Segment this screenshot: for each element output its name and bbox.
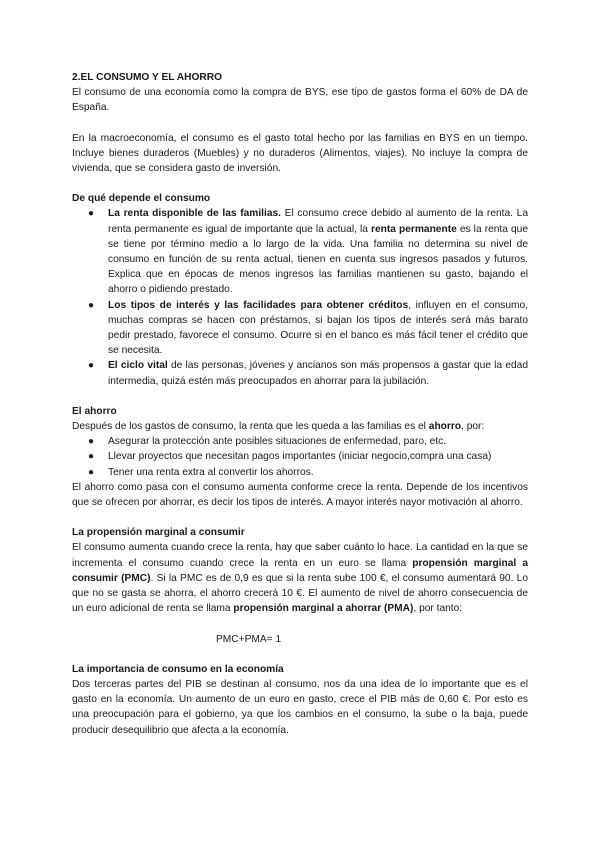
list-item bbox=[88, 465, 528, 480]
importancia-paragraph: Dos terceras partes del PIB se destinan al consumo, nos da una idea de lo importante que es el gasto en la economía. Un aumento de un euro en gasto, crece el PIB más de 0,60 €. Por esto es una preocupación para el gobierno, ya que los cambios en el consumo, la sube o la baja, puede producir desequilibrio que afecta a la economía. bbox=[72, 678, 528, 736]
macro-paragraph: En la macroeconomía, el consumo es el gasto total hecho por las familias en BYS en un tiempo. Incluye bienes duraderos (Muebles) y no duraderos (Alimentos, viajes). No incluye la compra de vivienda, que se considera gasto de inversión. bbox=[72, 132, 528, 175]
text-run: . Si la PMC es de 0,9 es que si la renta sube 100 €, el consumo aumentará 90. Lo que no se gasta se ahorra, el ahorro crecerá 10 €. El aumento de nivel de ahorro consecuencia de un euro adicional de renta se llama bbox=[72, 572, 528, 615]
bold-term: Los tipos de interés y las facilidades para obtener créditos bbox=[108, 299, 409, 311]
spacer bbox=[72, 116, 528, 131]
list-item bbox=[88, 298, 528, 359]
spacer bbox=[72, 647, 528, 662]
bold-term: ahorro bbox=[428, 421, 462, 433]
bullet-icon: ● bbox=[88, 436, 95, 448]
bold-term: propensión marginal a consumir (PMC) bbox=[72, 557, 528, 584]
ahorro-lead bbox=[72, 419, 528, 434]
spacer bbox=[72, 617, 528, 632]
text-run: Asegurar la protección ante posibles situaciones de enfermedad, paro, etc. bbox=[108, 436, 447, 448]
text-run: El consumo crece debido al aumento de la renta. La renta permanente es igual de importante que la actual, la bbox=[108, 208, 528, 235]
text-run: de las personas, jóvenes y ancianos son más propensos a gastar que la edad intermedia, quizá estén más preocupados en ahorrar para la jubilación. bbox=[108, 360, 528, 387]
text-run: El consumo aumenta cuando crece la renta, hay que saber cuánto lo hace. La cantidad en la que se incrementa el consumo cuando crece la renta en un euro se llama bbox=[72, 542, 528, 569]
bold-term: El ciclo vital bbox=[108, 360, 168, 372]
text-run: Después de los gastos de consumo, la renta que les queda a las familias es el bbox=[72, 421, 429, 433]
bold-term: La renta disponible de las familias. bbox=[108, 208, 281, 220]
text-run: , por: bbox=[461, 421, 485, 433]
list-item bbox=[88, 206, 528, 297]
document-title: 2.EL CONSUMO Y EL AHORRO bbox=[72, 72, 223, 83]
bullet-icon: ● bbox=[88, 208, 95, 220]
text-run: Llevar proyectos que necesitan pagos importantes (iniciar negocio,compra una casa) bbox=[108, 451, 492, 463]
intro-paragraph: El consumo de una economía como la compra de BYS, ese tipo de gastos forma el 60% de DA de España. bbox=[72, 87, 528, 114]
bold-term: propensión marginal a ahorrar (PMA) bbox=[233, 603, 414, 615]
section-heading-importancia: La importancia de consumo en la economía bbox=[72, 663, 284, 675]
bullet-icon: ● bbox=[88, 360, 95, 372]
consumo-factors-list bbox=[72, 206, 528, 388]
text-run: Tener una renta extra al convertir los ahorros. bbox=[108, 466, 314, 478]
list-item bbox=[88, 358, 528, 388]
list-item bbox=[88, 434, 528, 449]
bold-term: renta permanente bbox=[371, 223, 457, 235]
ahorro-paragraph: El ahorro como pasa con el consumo aumenta conforme crece la renta. Depende de los incentivos que se ofrecen por ahorrar, es decir los tipos de interés. A mayor interés nayor motivación al ahorro. bbox=[72, 481, 528, 509]
bullet-icon: ● bbox=[88, 299, 95, 311]
ahorro-reasons-list bbox=[72, 434, 528, 480]
section-heading-pmc: La propensión marginal a consumir bbox=[72, 527, 245, 539]
bullet-icon: ● bbox=[88, 466, 95, 478]
text-run: , por tanto: bbox=[413, 603, 463, 615]
text-run: es la renta que se tiene por término medio a lo largo de la vida. Una familia no determina su nivel de consumo en función de su renta actual, tienen en cuenta sus ingresos pasados y futuros. Explica que en épocas de menos ingresos las familias mantienen su gasto, bajando el ahorro o pidiendo prestado. bbox=[108, 223, 528, 296]
spacer bbox=[72, 389, 528, 404]
spacer bbox=[72, 510, 528, 525]
spacer bbox=[72, 176, 528, 191]
section-heading-ahorro: El ahorro bbox=[72, 405, 117, 417]
formula: PMC+PMA= 1 bbox=[216, 633, 282, 645]
bullet-icon: ● bbox=[88, 451, 95, 463]
section-heading-consumo: De qué depende el consumo bbox=[72, 193, 211, 205]
text-run: , influyen en el consumo, muchas compras se hacen con préstamos, si bajan los tipos de interés será más barato pedir prestado, favorece el consumo. Ocurre si en el banco es más fácil tener el crédito que se necesita. bbox=[108, 299, 528, 357]
pmc-paragraph bbox=[72, 540, 528, 616]
list-item bbox=[88, 449, 528, 464]
